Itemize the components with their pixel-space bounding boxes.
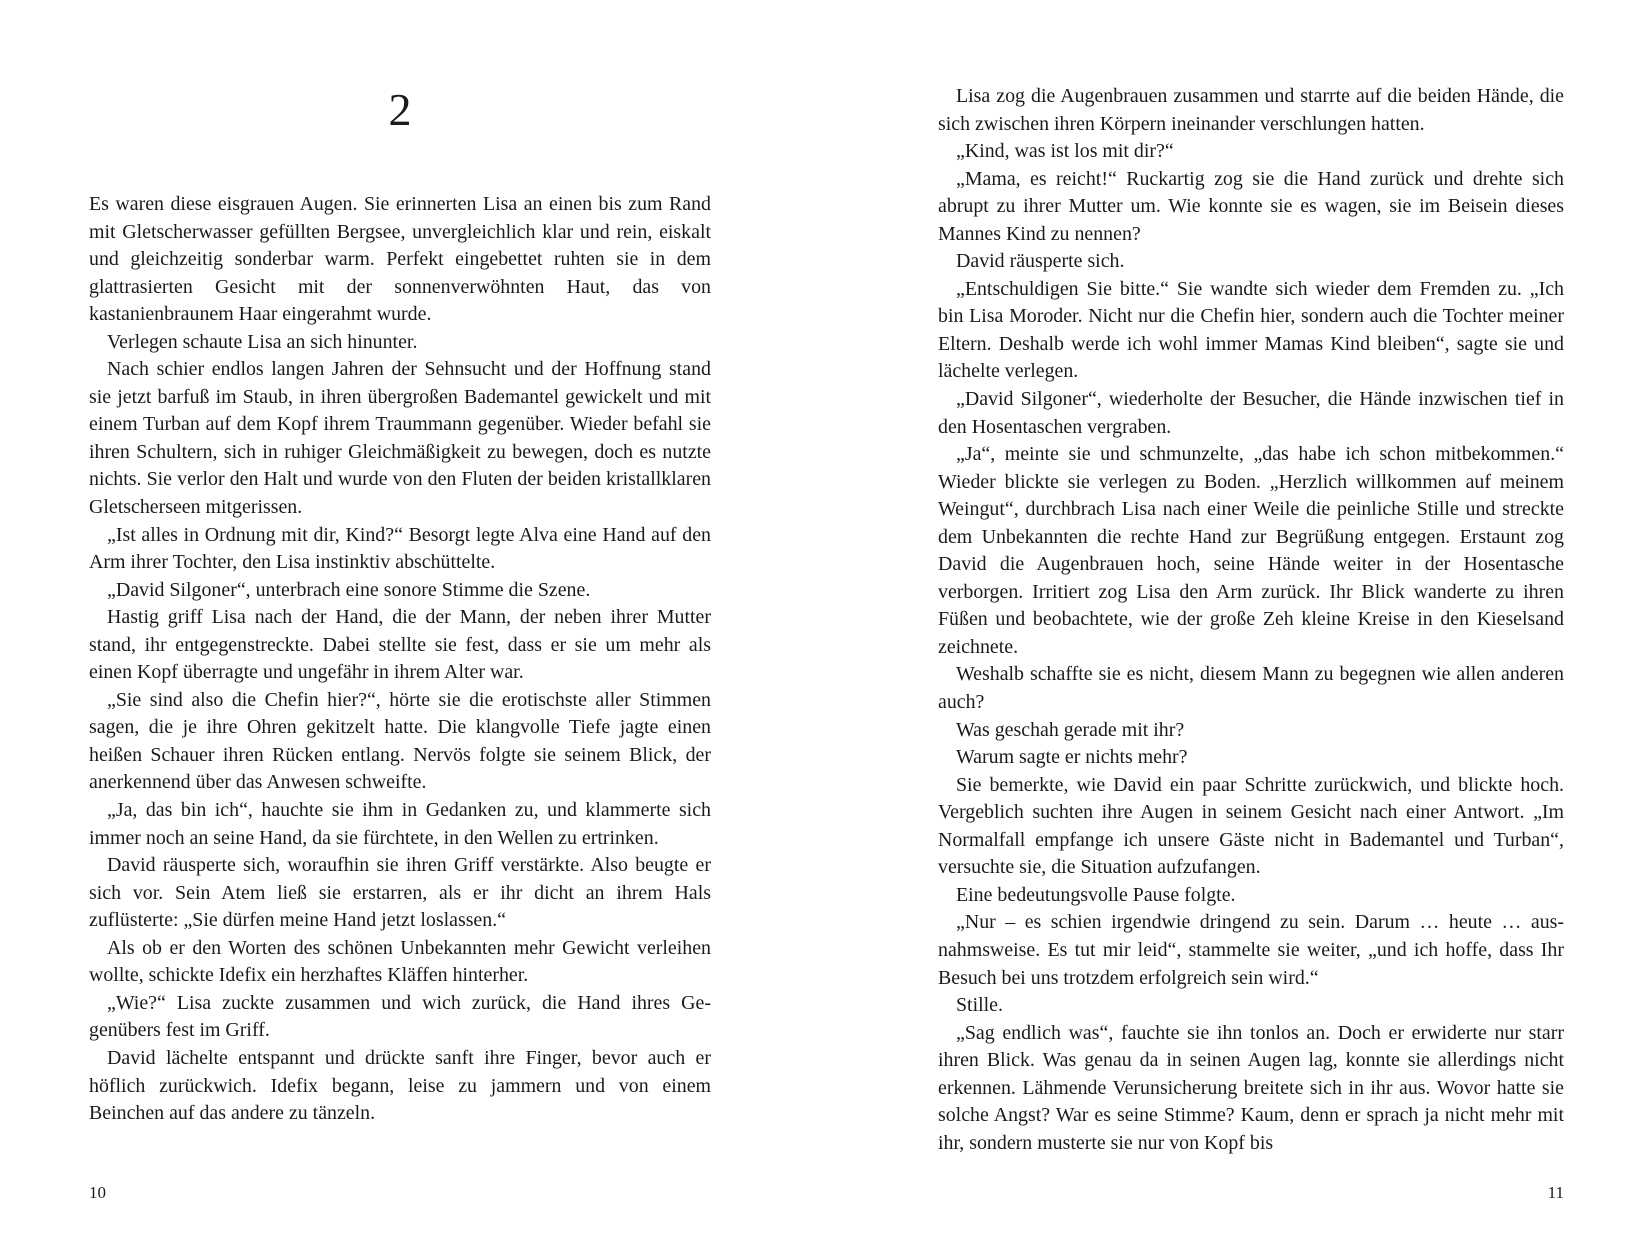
paragraph: Als ob er den Worten des schönen Unbekannten mehr Gewicht verleihen wollte, schickte Idefix ein herzhaftes Kläffen hinterher. (89, 936, 711, 987)
paragraph: „David Silgoner“, unterbrach eine sonore Stimme die Szene. (107, 578, 591, 601)
paragraph: Hastig griff Lisa nach der Hand, die der Mann, der neben ihrer Mutter stand, ihr entgegenstreckte. Dabei stellte sie fest, dass er sie um mehr als einen Kopf überragte und ungefähr in ihrem Alter war. (89, 606, 711, 684)
paragraph: „Sie sind also die Chefin hier?“, hörte sie die erotischste aller Stimmen sagen, die je ihre Ohren gekitzelt hatte. Die klangvolle Tiefe jagte einen heißen Schauer ihren Rücken entlang. Nervös folgte sie seinem Blick, der anerkennend über das Anwesen schweifte. (89, 688, 711, 794)
paragraph: „Entschuldigen Sie bitte.“ Sie wandte sich wieder dem Fremden zu. „Ich bin Lisa Moroder. Nicht nur die Chefin hier, sondern auch die Tochter meiner Eltern. Deshalb werde ich wohl immer Mamas Kind bleiben“, sagte sie und lächelte verlegen. (938, 277, 1564, 383)
paragraph: Weshalb schaffte sie es nicht, diesem Mann zu begegnen wie allen anderen auch? (938, 663, 1564, 714)
page-number: 10 (89, 1183, 106, 1202)
paragraph: Was geschah gerade mit ihr? (956, 718, 1185, 741)
paragraph: David räusperte sich. (956, 250, 1125, 273)
paragraph: Stille. (956, 994, 1003, 1017)
paragraph: Sie bemerkte, wie David ein paar Schritte zurückwich, und blickte hoch. Vergeblich suchten ihre Augen in seinem Gesicht nach einer Antwort. „Im Normalfall empfange ich unsere Gäste nicht in Bademantel und Turban“, versuchte sie, die Situation aufzufangen. (938, 773, 1564, 879)
paragraph: „Ja“, meinte sie und schmunzelte, „das habe ich schon mitbekommen.“ Wieder blickte sie verlegen zu Boden. „Herzlich willkommen auf meinem Weingut“, durchbrach Lisa nach einer Weile die peinliche Stille und streckte dem Unbekannten die rechte Hand zur Begrüßung entgegen. Erstaunt zog David die Augenbrauen hoch, seine Hände weiter in der Hosentasche verborgen. Irritiert zog Lisa den Arm zurück. Ihr Blick wanderte zu ihren Füßen und beobachtete, wie der große Zeh kleine Kreise in den Kieselsand zeichnete. (938, 443, 1564, 658)
chapter-number: 2 (388, 84, 412, 135)
paragraph: „Wie?“ Lisa zuckte zusammen und wich zurück, die Hand ihres Gegenübers fest im Griff. (89, 991, 711, 1042)
paragraph: „Kind, was ist los mit dir?“ (956, 140, 1174, 163)
right-page-body (938, 83, 1564, 1157)
paragraph: Eine bedeutungsvolle Pause folgte. (956, 883, 1236, 906)
paragraph: Es waren diese eisgrauen Augen. Sie erinnerten Lisa an einen bis zum Rand mit Gletscherwasser gefüllten Bergsee, unvergleichlich klar und rein, eiskalt und gleichzeitig sonderbar warm. Perfekt eingebettet ruhten sie in dem glattrasierten Gesicht mit der sonnenverwöhnten Haut, das von kastanienbraunem Haar eingerahmt wurde. (89, 193, 711, 326)
paragraph: „David Silgoner“, wiederholte der Besucher, die Hände inzwischen tief in den Hosentaschen vergraben. (938, 388, 1564, 438)
left-page-body (89, 191, 711, 1128)
page-number: 11 (1547, 1183, 1564, 1202)
paragraph: Verlegen schaute Lisa an sich hinunter. (107, 330, 418, 353)
paragraph: „Nur – es schien irgendwie dringend zu sein. Darum … heute … ausnahmsweise. Es tut mir leid“, stammelte sie weiter, „und ich hoffe, dass Ihr Besuch bei uns trotzdem erfolgreich sein wird.“ (938, 911, 1564, 989)
paragraph: „Ja, das bin ich“, hauchte sie ihm in Gedanken zu, und klammerte sich immer noch an seine Hand, da sie fürchtete, in den Wellen zu ertrinken. (89, 799, 711, 849)
paragraph: Lisa zog die Augenbrauen zusammen und starrte auf die beiden Hände, die sich zwischen ihren Körpern ineinander verschlungen hatten. (938, 85, 1564, 135)
paragraph: Warum sagte er nichts mehr? (956, 746, 1188, 769)
paragraph: „Sag endlich was“, fauchte sie ihn tonlos an. Doch er erwiderte nur starr ihren Blick. Was genau da in seinen Augen lag, konnte sie allerdings nicht erkennen. Lähmende Verunsicherung breitete sich in ihr aus. Wovor hatte sie solche Angst? War es seine Stimme? Kaum, denn er sprach ja nicht mehr mit ihr, sondern musterte sie nur von Kopf bis (938, 1021, 1564, 1154)
paragraph: Nach schier endlos langen Jahren der Sehnsucht und der Hoffnung stand sie jetzt barfuß im Staub, in ihren übergroßen Bademantel gewickelt und mit einem Turban auf dem Kopf ihrem Traummann gegenüber. Wieder befahl sie ihren Schultern, sich in ruhiger Gleichmäßigkeit zu bewegen, doch es nutzte nichts. Sie verlor den Halt und wurde von den Fluten der beiden kristallklaren Gletscherseen mitgerissen. (89, 358, 711, 519)
paragraph: David lächelte entspannt und drückte sanft ihre Finger, bevor auch er höflich zurückwich. Idefix begann, leise zu jammern und von einem Beinchen auf das andere zu tänzeln. (89, 1046, 711, 1125)
paragraph: David räusperte sich, woraufhin sie ihren Griff verstärkte. Also beugte er sich vor. Sein Atem ließ sie erstarren, als er ihr dicht an ihrem Hals zuflüsterte: „Sie dürfen meine Hand jetzt loslassen.“ (89, 854, 711, 932)
paragraph: „Mama, es reicht!“ Ruckartig zog sie die Hand zurück und drehte sich abrupt zu ihrer Mutter um. Wie konnte sie es wagen, sie im Beisein dieses Mannes Kind zu nennen? (938, 167, 1564, 245)
paragraph: „Ist alles in Ordnung mit dir, Kind?“ Besorgt legte Alva eine Hand auf den Arm ihrer Tochter, den Lisa instinktiv abschüttelte. (89, 523, 711, 574)
